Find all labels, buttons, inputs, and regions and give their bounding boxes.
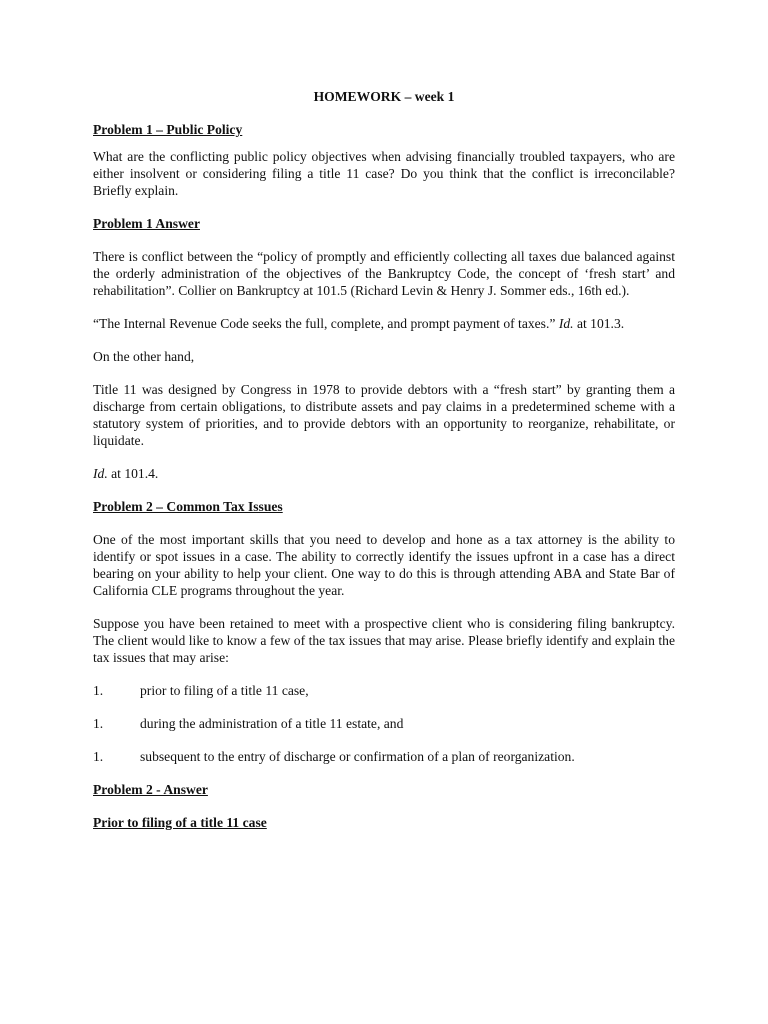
list-number: 1. [93,716,104,731]
list-number: 1. [93,683,104,698]
document-title: HOMEWORK – week 1 [313,89,455,104]
list-item [93,682,675,699]
problem2-paragraph-2: Suppose you have been retained to meet with a prospective client who is considering filing bankruptcy. The client would like to know a few of the tax issues that may arise. Please briefly identify and explain the tax issues that may arise: [93,616,675,665]
answer1-quote: “The Internal Revenue Code seeks the full, complete, and prompt payment of taxes.” [93,316,559,331]
problem2-paragraph-1: One of the most important skills that you need to develop and hone as a tax attorney is the ability to identify or spot issues in a case. The ability to correctly identify the issues upfront in a case has a direct bearing on your ability to help your client. One way to do this is through attending ABA and State Bar of California CLE programs throughout the year. [93,532,675,598]
answer1-paragraph-2 [93,315,675,332]
answer1-citation-id: Id. [558,316,574,331]
answer1-citation-tail-2: at 101.4. [107,466,159,481]
answer1-paragraph-3: On the other hand, [93,349,195,364]
problem1-question: What are the conflicting public policy objectives when advising financially troubled taxpayers, who are either insolvent or considering filing a title 11 case? Do you think that the conflict is irreconcilable? Briefly explain. [93,149,675,198]
list-text: subsequent to the entry of discharge or confirmation of a plan of reorganization. [140,749,575,764]
list-item [93,715,675,732]
answer1-citation-tail: at 101.3. [573,316,625,331]
answer2-heading: Problem 2 - Answer [93,782,208,797]
answer1-paragraph-5 [93,465,675,482]
problem1-heading: Problem 1 – Public Policy [93,122,243,137]
answer1-heading: Problem 1 Answer [93,216,200,231]
answer1-paragraph-1: There is conflict between the “policy of promptly and efficiently collecting all taxes due balanced against the orderly administration of the objectives of the Bankruptcy Code, the concept of ‘fresh start’ and rehabilitation”. Collier on Bankruptcy at 101.5 (Richard Levin & Henry J. Sommer eds., 16th ed.). [93,249,675,298]
answer1-paragraph-4: Title 11 was designed by Congress in 1978 to provide debtors with a “fresh start” by granting them a discharge from certain obligations, to distribute assets and pay claims in a predetermined scheme with a statutory system of priorities, and to provide debtors with an opportunity to reorganize, rehabilitate, or liquidate. [93,382,675,448]
answer2-subheading: Prior to filing of a title 11 case [93,815,267,830]
list-number: 1. [93,749,104,764]
list-text: during the administration of a title 11 estate, and [140,716,404,731]
stray-underline-mark [93,138,675,148]
problem2-heading: Problem 2 – Common Tax Issues [93,499,283,514]
list-item [93,748,675,765]
document-body [93,88,675,831]
list-text: prior to filing of a title 11 case, [140,683,309,698]
answer1-citation-id-2: Id. [93,466,108,481]
